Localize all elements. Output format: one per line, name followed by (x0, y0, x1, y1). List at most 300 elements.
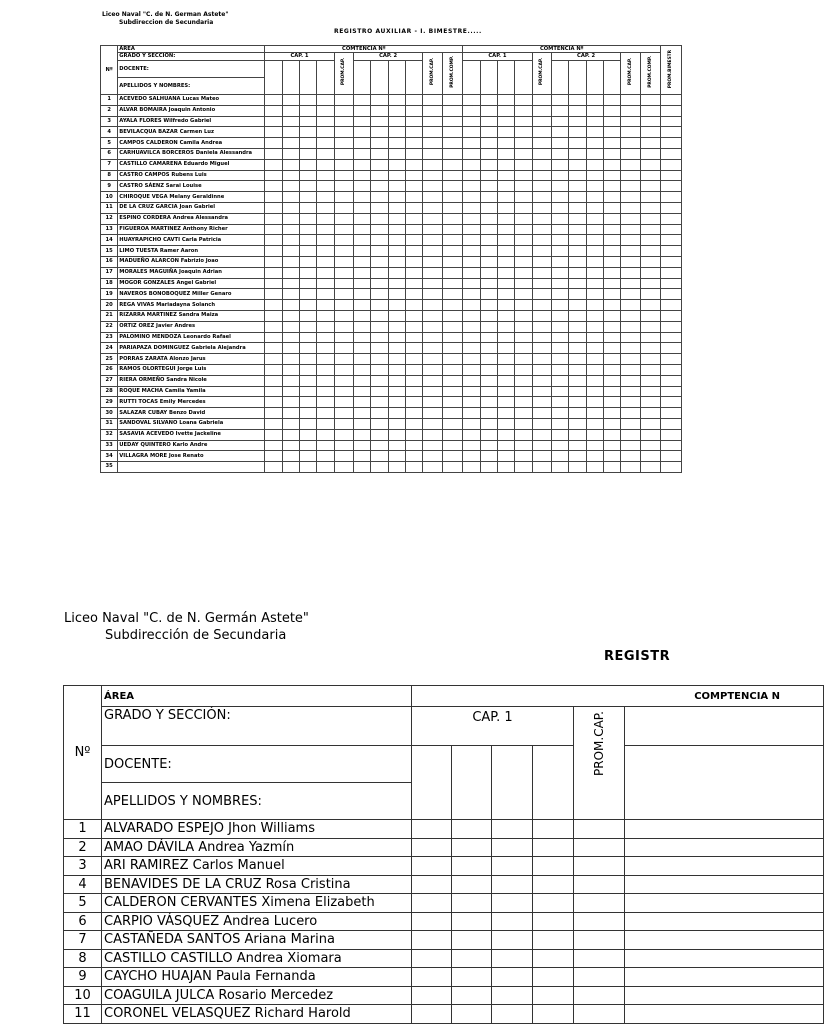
grade-cell[interactable] (586, 354, 603, 365)
grade-cell[interactable] (452, 875, 492, 894)
grade-cell[interactable] (354, 462, 371, 473)
grade-slot[interactable] (265, 61, 282, 95)
grade-cell[interactable] (533, 986, 574, 1005)
grade-cell[interactable] (282, 386, 299, 397)
grade-cell[interactable] (661, 224, 682, 235)
grade-cell[interactable] (405, 354, 422, 365)
grade-cell[interactable] (405, 213, 422, 224)
grade-cell[interactable] (621, 408, 640, 419)
grade-cell[interactable] (586, 386, 603, 397)
grade-cell[interactable] (405, 116, 422, 127)
grade-cell[interactable] (282, 267, 299, 278)
grade-cell[interactable] (334, 127, 353, 138)
grade-cell[interactable] (265, 332, 282, 343)
grade-cell[interactable] (532, 95, 551, 106)
grade-cell[interactable] (569, 278, 586, 289)
grade-cell[interactable] (480, 310, 497, 321)
grade-slot[interactable] (497, 61, 514, 95)
grade-cell[interactable] (317, 429, 334, 440)
grade-cell[interactable] (569, 451, 586, 462)
grade-cell[interactable] (625, 949, 824, 968)
grade-slot[interactable] (533, 746, 574, 820)
grade-cell[interactable] (388, 408, 405, 419)
grade-cell[interactable] (569, 192, 586, 203)
grade-cell[interactable] (282, 310, 299, 321)
grade-cell[interactable] (371, 354, 388, 365)
grade-cell[interactable] (423, 354, 442, 365)
grade-cell[interactable] (569, 202, 586, 213)
grade-cell[interactable] (586, 181, 603, 192)
grade-cell[interactable] (586, 462, 603, 473)
grade-cell[interactable] (354, 364, 371, 375)
grade-cell[interactable] (480, 408, 497, 419)
grade-cell[interactable] (621, 354, 640, 365)
grade-cell[interactable] (515, 375, 532, 386)
grade-cell[interactable] (388, 192, 405, 203)
grade-cell[interactable] (412, 857, 452, 876)
grade-cell[interactable] (463, 354, 480, 365)
grade-cell[interactable] (661, 375, 682, 386)
grade-cell[interactable] (405, 300, 422, 311)
grade-cell[interactable] (299, 354, 316, 365)
grade-cell[interactable] (497, 364, 514, 375)
grade-cell[interactable] (532, 364, 551, 375)
grade-cell[interactable] (574, 968, 625, 987)
grade-cell[interactable] (412, 931, 452, 950)
grade-cell[interactable] (586, 364, 603, 375)
grade-cell[interactable] (574, 949, 625, 968)
grade-cell[interactable] (442, 159, 463, 170)
grade-cell[interactable] (405, 267, 422, 278)
grade-cell[interactable] (423, 267, 442, 278)
grade-cell[interactable] (515, 224, 532, 235)
grade-cell[interactable] (603, 116, 620, 127)
grade-cell[interactable] (371, 170, 388, 181)
grade-cell[interactable] (532, 181, 551, 192)
grade-cell[interactable] (317, 235, 334, 246)
grade-cell[interactable] (603, 418, 620, 429)
grade-cell[interactable] (265, 246, 282, 257)
grade-cell[interactable] (317, 451, 334, 462)
grade-cell[interactable] (551, 278, 568, 289)
grade-cell[interactable] (515, 332, 532, 343)
grade-cell[interactable] (661, 462, 682, 473)
grade-cell[interactable] (515, 310, 532, 321)
grade-cell[interactable] (334, 397, 353, 408)
grade-cell[interactable] (497, 267, 514, 278)
grade-cell[interactable] (299, 224, 316, 235)
grade-cell[interactable] (603, 235, 620, 246)
grade-cell[interactable] (334, 343, 353, 354)
grade-cell[interactable] (480, 202, 497, 213)
grade-cell[interactable] (569, 397, 586, 408)
grade-cell[interactable] (621, 116, 640, 127)
grade-cell[interactable] (625, 857, 824, 876)
grade-cell[interactable] (569, 418, 586, 429)
grade-cell[interactable] (334, 364, 353, 375)
grade-cell[interactable] (317, 300, 334, 311)
grade-cell[interactable] (334, 408, 353, 419)
grade-cell[interactable] (299, 246, 316, 257)
grade-cell[interactable] (515, 418, 532, 429)
grade-cell[interactable] (515, 138, 532, 149)
grade-cell[interactable] (317, 138, 334, 149)
grade-cell[interactable] (452, 986, 492, 1005)
grade-cell[interactable] (497, 192, 514, 203)
grade-cell[interactable] (317, 170, 334, 181)
grade-cell[interactable] (640, 192, 661, 203)
grade-cell[interactable] (621, 397, 640, 408)
grade-cell[interactable] (265, 321, 282, 332)
grade-cell[interactable] (661, 343, 682, 354)
grade-cell[interactable] (282, 321, 299, 332)
grade-cell[interactable] (551, 267, 568, 278)
grade-cell[interactable] (661, 256, 682, 267)
grade-cell[interactable] (442, 95, 463, 106)
grade-cell[interactable] (569, 105, 586, 116)
grade-cell[interactable] (442, 170, 463, 181)
grade-cell[interactable] (492, 931, 533, 950)
grade-cell[interactable] (603, 246, 620, 257)
grade-cell[interactable] (265, 267, 282, 278)
grade-cell[interactable] (497, 451, 514, 462)
grade-cell[interactable] (532, 289, 551, 300)
grade-cell[interactable] (463, 170, 480, 181)
grade-cell[interactable] (388, 429, 405, 440)
grade-cell[interactable] (621, 267, 640, 278)
grade-cell[interactable] (371, 256, 388, 267)
grade-cell[interactable] (603, 278, 620, 289)
grade-cell[interactable] (282, 375, 299, 386)
grade-cell[interactable] (532, 170, 551, 181)
grade-cell[interactable] (551, 310, 568, 321)
grade-cell[interactable] (463, 310, 480, 321)
grade-cell[interactable] (282, 289, 299, 300)
grade-cell[interactable] (574, 838, 625, 857)
grade-cell[interactable] (452, 857, 492, 876)
grade-cell[interactable] (423, 289, 442, 300)
grade-cell[interactable] (551, 224, 568, 235)
grade-cell[interactable] (621, 375, 640, 386)
grade-cell[interactable] (317, 364, 334, 375)
grade-cell[interactable] (621, 321, 640, 332)
grade-cell[interactable] (640, 429, 661, 440)
grade-cell[interactable] (586, 375, 603, 386)
grade-cell[interactable] (423, 278, 442, 289)
grade-cell[interactable] (282, 116, 299, 127)
grade-cell[interactable] (371, 246, 388, 257)
grade-cell[interactable] (371, 386, 388, 397)
grade-cell[interactable] (442, 375, 463, 386)
grade-cell[interactable] (354, 95, 371, 106)
grade-cell[interactable] (463, 116, 480, 127)
grade-cell[interactable] (354, 375, 371, 386)
grade-cell[interactable] (388, 375, 405, 386)
grade-cell[interactable] (463, 138, 480, 149)
grade-cell[interactable] (354, 267, 371, 278)
grade-cell[interactable] (661, 278, 682, 289)
grade-cell[interactable] (515, 462, 532, 473)
grade-cell[interactable] (442, 408, 463, 419)
grade-cell[interactable] (299, 116, 316, 127)
grade-cell[interactable] (299, 310, 316, 321)
grade-cell[interactable] (299, 364, 316, 375)
grade-cell[interactable] (282, 235, 299, 246)
grade-cell[interactable] (515, 429, 532, 440)
grade-cell[interactable] (405, 364, 422, 375)
grade-cell[interactable] (412, 838, 452, 857)
grade-cell[interactable] (497, 397, 514, 408)
grade-slot[interactable] (586, 61, 603, 95)
grade-cell[interactable] (551, 418, 568, 429)
grade-cell[interactable] (551, 429, 568, 440)
grade-cell[interactable] (569, 224, 586, 235)
grade-cell[interactable] (515, 278, 532, 289)
grade-cell[interactable] (463, 440, 480, 451)
grade-cell[interactable] (625, 820, 824, 839)
grade-slot[interactable] (317, 61, 334, 95)
grade-cell[interactable] (317, 246, 334, 257)
grade-cell[interactable] (497, 440, 514, 451)
grade-cell[interactable] (569, 375, 586, 386)
grade-cell[interactable] (463, 386, 480, 397)
grade-cell[interactable] (388, 202, 405, 213)
grade-cell[interactable] (621, 105, 640, 116)
grade-cell[interactable] (371, 235, 388, 246)
grade-cell[interactable] (452, 949, 492, 968)
grade-cell[interactable] (492, 949, 533, 968)
grade-cell[interactable] (423, 429, 442, 440)
grade-cell[interactable] (586, 343, 603, 354)
grade-cell[interactable] (299, 148, 316, 159)
grade-cell[interactable] (265, 170, 282, 181)
grade-cell[interactable] (442, 321, 463, 332)
grade-cell[interactable] (388, 278, 405, 289)
grade-cell[interactable] (442, 192, 463, 203)
grade-cell[interactable] (354, 278, 371, 289)
grade-cell[interactable] (640, 224, 661, 235)
grade-cell[interactable] (640, 300, 661, 311)
grade-cell[interactable] (574, 875, 625, 894)
grade-cell[interactable] (603, 375, 620, 386)
grade-cell[interactable] (533, 931, 574, 950)
grade-cell[interactable] (388, 256, 405, 267)
grade-cell[interactable] (640, 418, 661, 429)
grade-cell[interactable] (317, 181, 334, 192)
grade-cell[interactable] (603, 462, 620, 473)
grade-cell[interactable] (317, 256, 334, 267)
grade-cell[interactable] (334, 300, 353, 311)
grade-cell[interactable] (551, 397, 568, 408)
grade-cell[interactable] (569, 289, 586, 300)
grade-cell[interactable] (265, 440, 282, 451)
grade-cell[interactable] (423, 224, 442, 235)
grade-cell[interactable] (405, 148, 422, 159)
grade-cell[interactable] (463, 332, 480, 343)
grade-cell[interactable] (569, 213, 586, 224)
grade-cell[interactable] (574, 1005, 625, 1024)
grade-cell[interactable] (661, 332, 682, 343)
grade-cell[interactable] (532, 192, 551, 203)
grade-cell[interactable] (497, 300, 514, 311)
grade-cell[interactable] (480, 375, 497, 386)
grade-cell[interactable] (405, 375, 422, 386)
grade-cell[interactable] (661, 451, 682, 462)
grade-cell[interactable] (334, 440, 353, 451)
grade-cell[interactable] (603, 95, 620, 106)
grade-cell[interactable] (371, 278, 388, 289)
grade-cell[interactable] (388, 116, 405, 127)
grade-cell[interactable] (574, 857, 625, 876)
grade-cell[interactable] (423, 246, 442, 257)
grade-cell[interactable] (640, 332, 661, 343)
grade-cell[interactable] (603, 213, 620, 224)
grade-cell[interactable] (621, 440, 640, 451)
grade-cell[interactable] (480, 235, 497, 246)
grade-cell[interactable] (317, 116, 334, 127)
grade-cell[interactable] (299, 181, 316, 192)
grade-cell[interactable] (497, 127, 514, 138)
grade-cell[interactable] (412, 894, 452, 913)
grade-cell[interactable] (603, 321, 620, 332)
grade-cell[interactable] (317, 462, 334, 473)
grade-cell[interactable] (442, 127, 463, 138)
grade-cell[interactable] (299, 127, 316, 138)
grade-cell[interactable] (354, 138, 371, 149)
grade-cell[interactable] (621, 451, 640, 462)
grade-cell[interactable] (497, 256, 514, 267)
grade-cell[interactable] (452, 912, 492, 931)
grade-cell[interactable] (551, 332, 568, 343)
grade-cell[interactable] (515, 256, 532, 267)
grade-cell[interactable] (334, 105, 353, 116)
grade-cell[interactable] (569, 321, 586, 332)
grade-cell[interactable] (497, 105, 514, 116)
grade-cell[interactable] (405, 462, 422, 473)
grade-cell[interactable] (405, 289, 422, 300)
grade-cell[interactable] (640, 170, 661, 181)
grade-cell[interactable] (265, 375, 282, 386)
grade-cell[interactable] (265, 343, 282, 354)
grade-cell[interactable] (282, 278, 299, 289)
grade-cell[interactable] (532, 397, 551, 408)
grade-cell[interactable] (515, 267, 532, 278)
grade-cell[interactable] (463, 289, 480, 300)
grade-cell[interactable] (551, 321, 568, 332)
grade-cell[interactable] (625, 894, 824, 913)
grade-cell[interactable] (405, 202, 422, 213)
grade-cell[interactable] (463, 192, 480, 203)
grade-cell[interactable] (405, 192, 422, 203)
grade-cell[interactable] (492, 968, 533, 987)
grade-cell[interactable] (265, 181, 282, 192)
grade-cell[interactable] (661, 440, 682, 451)
grade-cell[interactable] (497, 213, 514, 224)
grade-cell[interactable] (640, 462, 661, 473)
grade-cell[interactable] (299, 386, 316, 397)
grade-cell[interactable] (405, 321, 422, 332)
grade-cell[interactable] (532, 159, 551, 170)
grade-cell[interactable] (661, 192, 682, 203)
grade-cell[interactable] (621, 138, 640, 149)
grade-cell[interactable] (640, 235, 661, 246)
grade-cell[interactable] (388, 213, 405, 224)
grade-cell[interactable] (533, 968, 574, 987)
grade-cell[interactable] (551, 213, 568, 224)
grade-cell[interactable] (265, 224, 282, 235)
grade-cell[interactable] (452, 968, 492, 987)
grade-cell[interactable] (551, 127, 568, 138)
grade-cell[interactable] (317, 224, 334, 235)
grade-cell[interactable] (603, 332, 620, 343)
grade-cell[interactable] (569, 148, 586, 159)
grade-cell[interactable] (334, 278, 353, 289)
grade-cell[interactable] (388, 127, 405, 138)
grade-cell[interactable] (371, 181, 388, 192)
grade-cell[interactable] (334, 246, 353, 257)
grade-cell[interactable] (463, 181, 480, 192)
grade-cell[interactable] (569, 159, 586, 170)
grade-cell[interactable] (480, 256, 497, 267)
grade-cell[interactable] (334, 181, 353, 192)
grade-cell[interactable] (480, 364, 497, 375)
grade-cell[interactable] (334, 375, 353, 386)
grade-cell[interactable] (423, 235, 442, 246)
grade-cell[interactable] (405, 138, 422, 149)
grade-cell[interactable] (371, 289, 388, 300)
grade-cell[interactable] (640, 375, 661, 386)
grade-cell[interactable] (423, 321, 442, 332)
grade-slot[interactable] (452, 746, 492, 820)
grade-cell[interactable] (497, 310, 514, 321)
grade-cell[interactable] (621, 213, 640, 224)
grade-cell[interactable] (334, 386, 353, 397)
grade-cell[interactable] (317, 375, 334, 386)
grade-cell[interactable] (299, 95, 316, 106)
grade-cell[interactable] (480, 386, 497, 397)
grade-cell[interactable] (640, 138, 661, 149)
grade-cell[interactable] (497, 332, 514, 343)
grade-cell[interactable] (388, 95, 405, 106)
grade-cell[interactable] (405, 181, 422, 192)
grade-cell[interactable] (640, 364, 661, 375)
grade-cell[interactable] (354, 451, 371, 462)
grade-cell[interactable] (640, 148, 661, 159)
grade-cell[interactable] (299, 256, 316, 267)
grade-cell[interactable] (569, 310, 586, 321)
grade-slot[interactable] (569, 61, 586, 95)
grade-cell[interactable] (442, 343, 463, 354)
grade-cell[interactable] (497, 321, 514, 332)
grade-cell[interactable] (442, 148, 463, 159)
grade-cell[interactable] (569, 440, 586, 451)
grade-cell[interactable] (515, 289, 532, 300)
grade-cell[interactable] (282, 95, 299, 106)
grade-cell[interactable] (603, 429, 620, 440)
grade-cell[interactable] (569, 354, 586, 365)
grade-cell[interactable] (574, 931, 625, 950)
grade-cell[interactable] (532, 148, 551, 159)
grade-cell[interactable] (661, 300, 682, 311)
grade-cell[interactable] (354, 418, 371, 429)
grade-cell[interactable] (492, 986, 533, 1005)
grade-cell[interactable] (371, 116, 388, 127)
grade-slot[interactable] (388, 61, 405, 95)
grade-cell[interactable] (640, 267, 661, 278)
grade-cell[interactable] (492, 1005, 533, 1024)
grade-cell[interactable] (265, 105, 282, 116)
grade-cell[interactable] (497, 224, 514, 235)
